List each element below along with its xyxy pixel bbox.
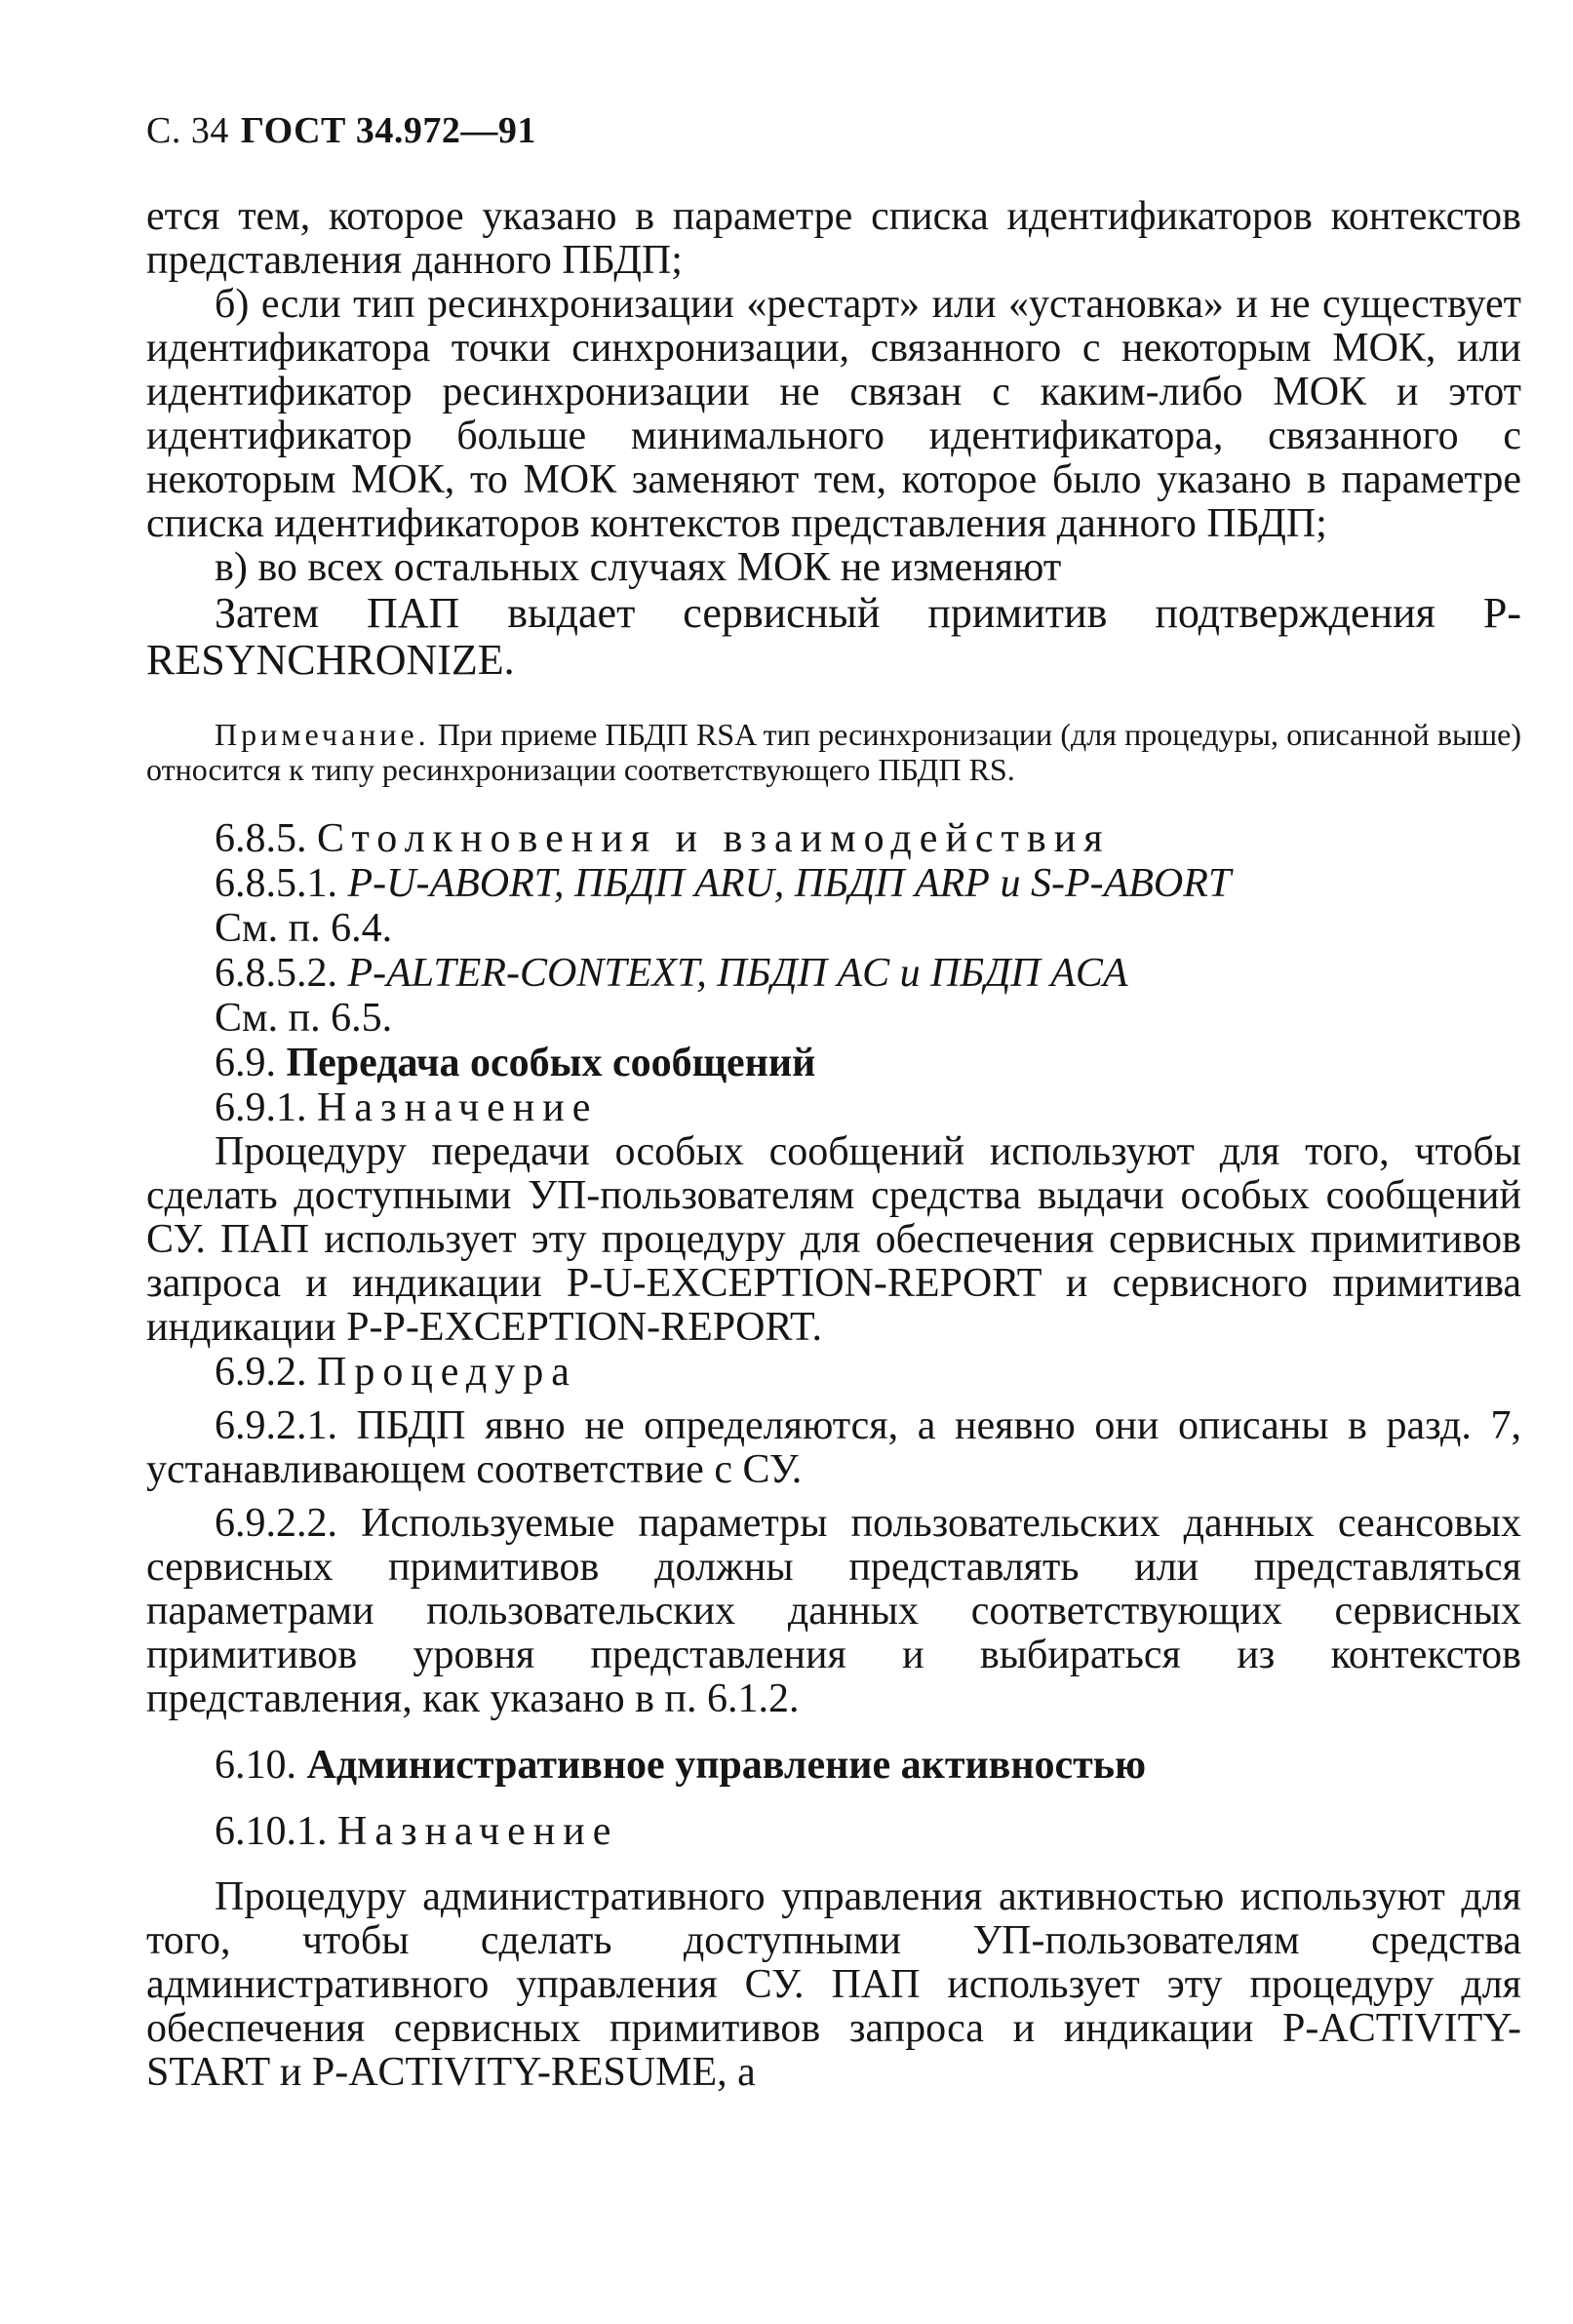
section-number: 6.10.1. xyxy=(215,1809,328,1854)
section-heading-6-9-2 xyxy=(146,1350,1521,1395)
section-number: 6.9.1. xyxy=(215,1085,307,1130)
section-title: Административное управление активностью xyxy=(306,1743,1147,1788)
section-title: Назначение xyxy=(337,1809,619,1854)
paragraph-confirmation: Затем ПАП выдает сервисный примитив подтверждения P-RESYNCHRONIZE. xyxy=(146,589,1521,684)
section-heading-6-10 xyxy=(146,1743,1521,1788)
section-heading-6-8-5-1 xyxy=(146,861,1521,906)
section-title-conjunction: и xyxy=(899,951,921,996)
section-heading-6-8-5-2 xyxy=(146,951,1521,996)
note-text: При приеме ПБДП RSA тип ресинхронизации (для процедуры, описанной выше) относится к типу ресинхронизации соответствующего ПБДП RS. xyxy=(146,717,1522,787)
paragraph-continuation: ется тем, которое указано в параметре списка идентификаторов контекстов представления данного ПБДП; xyxy=(146,194,1521,283)
paragraph-6-9-2-1: 6.9.2.1. ПБДП явно не определяются, а неявно они описаны в разд. 7, устанавливающем соответствие с СУ. xyxy=(146,1403,1521,1492)
paragraph-6-10-1: Процедуру административного управления активностью используют для того, чтобы сделать доступными УП-пользователям средства административного управления СУ. ПАП использует эту процедуру для обеспечения сервисных примитивов запроса и индикации P-ACTIVITY-START и P-ACTIVITY-RESUME, а xyxy=(146,1874,1521,2095)
section-title-part: P-ALTER-CONTEXT, ПБДП AC xyxy=(347,951,890,996)
section-number: 6.8.5. xyxy=(215,816,307,861)
page-header xyxy=(146,109,536,152)
section-reference: См. п. 6.5. xyxy=(215,996,393,1041)
paragraph-item-v: в) во всех остальных случаях МОК не изменяют xyxy=(215,545,1062,590)
section-title-part: P-U-ABORT, ПБДП ARU, ПБДП ARP xyxy=(347,861,990,906)
paragraph-item-b: б) если тип ресинхронизации «рестарт» или «установка» и не существует идентификатора точки синхронизации, связанного с некоторым МОК, или идентификатор ресинхронизации не связан с каким-либо МОК и этот идентификатор больше минимального идентификатора, связанного с некоторым МОК, то МОК заменяют тем, которое было указано в параметре списка идентификаторов контекстов представления данного ПБДП; xyxy=(146,282,1521,546)
section-number: 6.9.2. xyxy=(215,1350,307,1395)
section-number: 6.8.5.2. xyxy=(215,951,337,996)
section-reference: См. п. 6.4. xyxy=(215,906,393,951)
note xyxy=(146,717,1521,787)
page-number: С. 34 xyxy=(146,110,229,151)
section-heading-6-10-1 xyxy=(146,1809,1521,1854)
section-title-part: ПБДП ACA xyxy=(930,951,1128,996)
section-number: 6.10. xyxy=(215,1743,296,1788)
section-number: 6.9. xyxy=(215,1041,276,1085)
section-title: Процедура xyxy=(317,1350,577,1395)
note-label: Примечание. xyxy=(215,717,430,752)
paragraph-6-9-1: Процедуру передачи особых сообщений используют для того, чтобы сделать доступными УП-пользователям средства выдачи особых сообщений СУ. ПАП использует эту процедуру для обеспечения сервисных примитивов запроса и индикации P-U-EXCEPTION-REPORT и сервисного примитива индикации P-P-EXCEPTION-REPORT. xyxy=(146,1129,1521,1350)
section-heading-6-9 xyxy=(146,1041,1521,1085)
section-heading-6-9-1 xyxy=(146,1085,1521,1130)
section-title: Передача особых сообщений xyxy=(286,1041,816,1085)
section-title-conjunction: и xyxy=(1000,861,1021,906)
document-body xyxy=(146,195,1521,2095)
section-number: 6.8.5.1. xyxy=(215,861,337,906)
standard-code: ГОСТ 34.972—91 xyxy=(240,110,536,151)
section-title-part: S-P-ABORT xyxy=(1030,861,1232,906)
paragraph-6-9-2-2: 6.9.2.2. Используемые параметры пользовательских данных сеансовых сервисных примитивов должны представлять или представляться параметрами пользовательских данных соответствующих сервисных примитивов уровня представления и выбираться из контекстов представления, как указано в п. 6.1.2. xyxy=(146,1501,1521,1721)
section-heading-6-8-5 xyxy=(146,816,1521,861)
section-title: Столкновения и взаимодействия xyxy=(317,816,1111,861)
section-title: Назначение xyxy=(317,1085,599,1130)
